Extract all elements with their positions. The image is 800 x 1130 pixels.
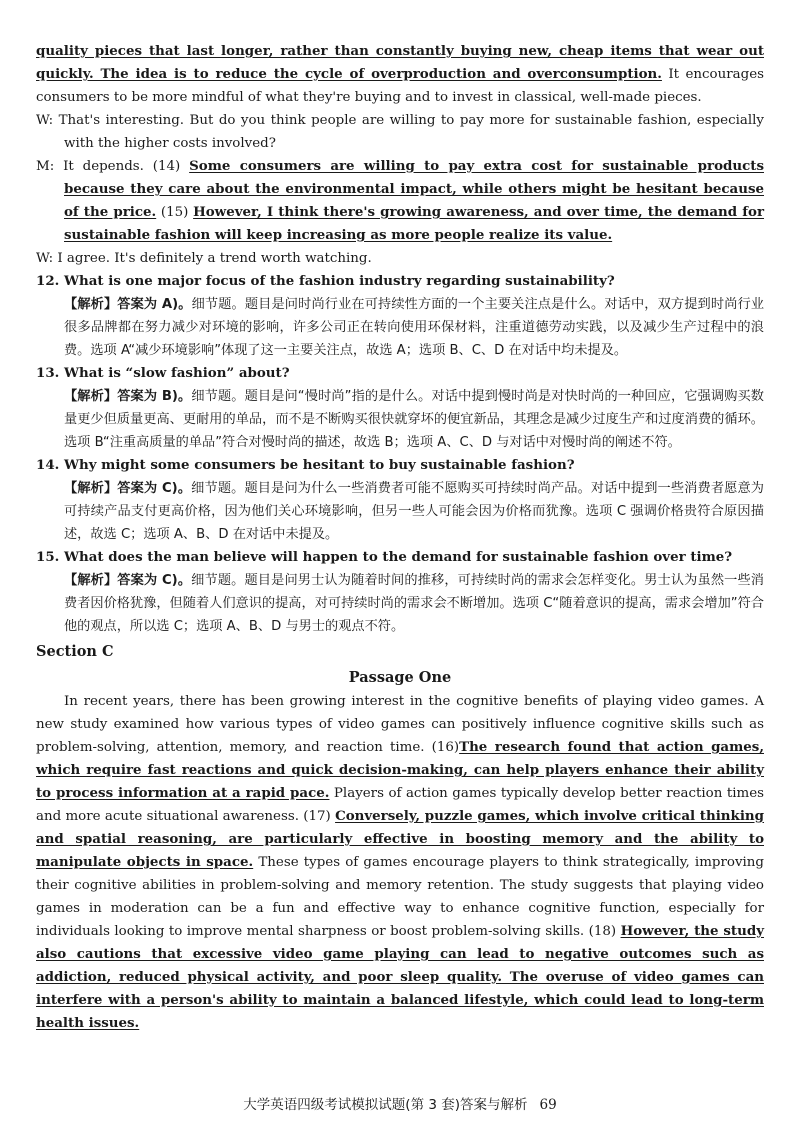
answer-tag: 【解析】答案为 B)。 <box>64 389 192 404</box>
passage-title: Passage One <box>348 669 452 686</box>
dialogue-continuation <box>36 40 764 109</box>
dialogue-turn-woman <box>36 247 764 270</box>
speaker-label: W: <box>36 113 54 128</box>
underlined-answer-text: The research found that action games, which require fast reactions and quick decision-making, can help players enhance their ability to process information at a rapid pace. <box>36 739 764 801</box>
dialogue-text: It encourages consumers to be more mindful of what they're buying and to invest in classical, well-made pieces. <box>36 67 764 105</box>
analysis-text: 细节题。题目是问为什么一些消费者可能不愿购买可持续时尚产品。对话中提到一些消费者愿意为可持续产品支付更高价格，因为他们关心环境影响，但另一些人可能会因为价格而犹豫。选项 C 强调价格贵符合原因描述，故选 C；选项 A、B、D 在对话中未提及。 <box>64 481 764 542</box>
analysis-12 <box>36 293 764 362</box>
dialogue-text: (15) <box>156 205 194 220</box>
analysis-text: 细节题。题目是问时尚行业在可持续性方面的一个主要关注点是什么。对话中，双方提到时尚行业很多品牌都在努力减少对环境的影响，许多公司正在转向使用环保材料，注重道德劳动实践，以及减少生产过程中的浪费。选项 A“减少环境影响”体现了这一主要关注点，故选 A；选项 B、C、D 在对话中均未提及。 <box>64 297 765 358</box>
question-12: 12. What is one major focus of the fashion industry regarding sustainability? <box>36 273 615 289</box>
answer-tag: 【解析】答案为 C)。 <box>64 481 192 496</box>
analysis-text: 细节题。题目是问“慢时尚”指的是什么。对话中提到慢时尚是对快时尚的一种回应，它强调购买数量更少但质量更高、更耐用的单品，而不是不断购买很快就穿坏的便宜新品，其理念是减少过度生产和过度消费的循环。选项 B“注重高质量的单品”符合对慢时尚的描述，故选 B；选项 A、C、D 与对话中对慢时尚的阐述不符。 <box>64 389 764 450</box>
analysis-15 <box>36 569 764 638</box>
question-15: 15. What does the man believe will happen to the demand for sustainable fashion over time? <box>36 549 733 565</box>
footer-title: 大学英语四级考试模拟试题(第 3 套)答案与解析 <box>243 1097 528 1113</box>
question-13: 13. What is “slow fashion” about? <box>36 365 290 381</box>
underlined-answer-text: However, the study also cautions that excessive video game playing can lead to negative outcomes such as addiction, reduced physical activity, and poor sleep quality. The overuse of video games can interfere with a person's ability to maintain a balanced lifestyle, which could lead to long-term health issues. <box>36 923 764 1031</box>
passage-text: Players of action games typically develop better reaction times and more acute situational awareness. (17) <box>36 786 765 824</box>
analysis-14 <box>36 477 764 546</box>
question-14: 14. Why might some consumers be hesitant to buy sustainable fashion? <box>36 457 575 473</box>
underlined-answer-text: Some consumers are willing to pay extra cost for sustainable products because they care about the environmental impact, while others might be hesitant because of the price. <box>64 158 764 220</box>
underlined-answer-text: quality pieces that last longer, rather than constantly buying new, cheap items that wear out quickly. The idea is to reduce the cycle of overproduction and overconsumption. <box>36 43 764 82</box>
passage-text: In recent years, there has been growing interest in the cognitive benefits of playing video games. A new study examined how various types of video games can positively influence cognitive skills such as problem-solving, attention, memory, and reaction time. (16) <box>36 694 764 755</box>
passage-body <box>36 690 764 1035</box>
speaker-label: M: <box>36 159 55 174</box>
dialogue-text: It depends. (14) <box>63 159 190 174</box>
section-heading: Section C <box>36 643 114 660</box>
analysis-13 <box>36 385 764 454</box>
underlined-answer-text: Conversely, puzzle games, which involve critical thinking and spatial reasoning, are particularly effective in boosting memory and the ability to manipulate objects in space. <box>36 808 765 870</box>
analysis-text: 细节题。题目是问男士认为随着时间的推移，可持续时尚的需求会怎样变化。男士认为虽然一些消费者因价格犹豫，但随着人们意识的提高，对可持续时尚的需求会不断增加。选项 C“随着意识的提高，需求会增加”符合他的观点，所以选 C；选项 A、B、D 与男士的观点不符。 <box>64 573 764 634</box>
answer-tag: 【解析】答案为 C)。 <box>64 573 192 588</box>
underlined-answer-text: However, I think there's growing awareness, and over time, the demand for sustainable fashion will keep increasing as more people realize its value. <box>64 204 765 243</box>
dialogue-turn-woman <box>36 109 764 155</box>
page-footer <box>0 1093 800 1113</box>
speaker-label: W: <box>36 251 54 266</box>
passage-text: These types of games encourage players to think strategically, improving their cognitive abilities in problem-solving and memory retention. The study suggests that playing video games in moderation can be a fun and effective way to enhance cognitive function, especially for individuals looking to improve mental sharpness or boost problem-solving skills. (18) <box>36 855 764 939</box>
dialogue-text: I agree. It's definitely a trend worth watching. <box>57 251 372 266</box>
page-number: 69 <box>539 1097 557 1113</box>
dialogue-text: That's interesting. But do you think people are willing to pay more for sustainable fashion, especially with the higher costs involved? <box>58 113 764 151</box>
dialogue-turn-man <box>36 155 764 247</box>
answer-tag: 【解析】答案为 A)。 <box>64 297 192 312</box>
